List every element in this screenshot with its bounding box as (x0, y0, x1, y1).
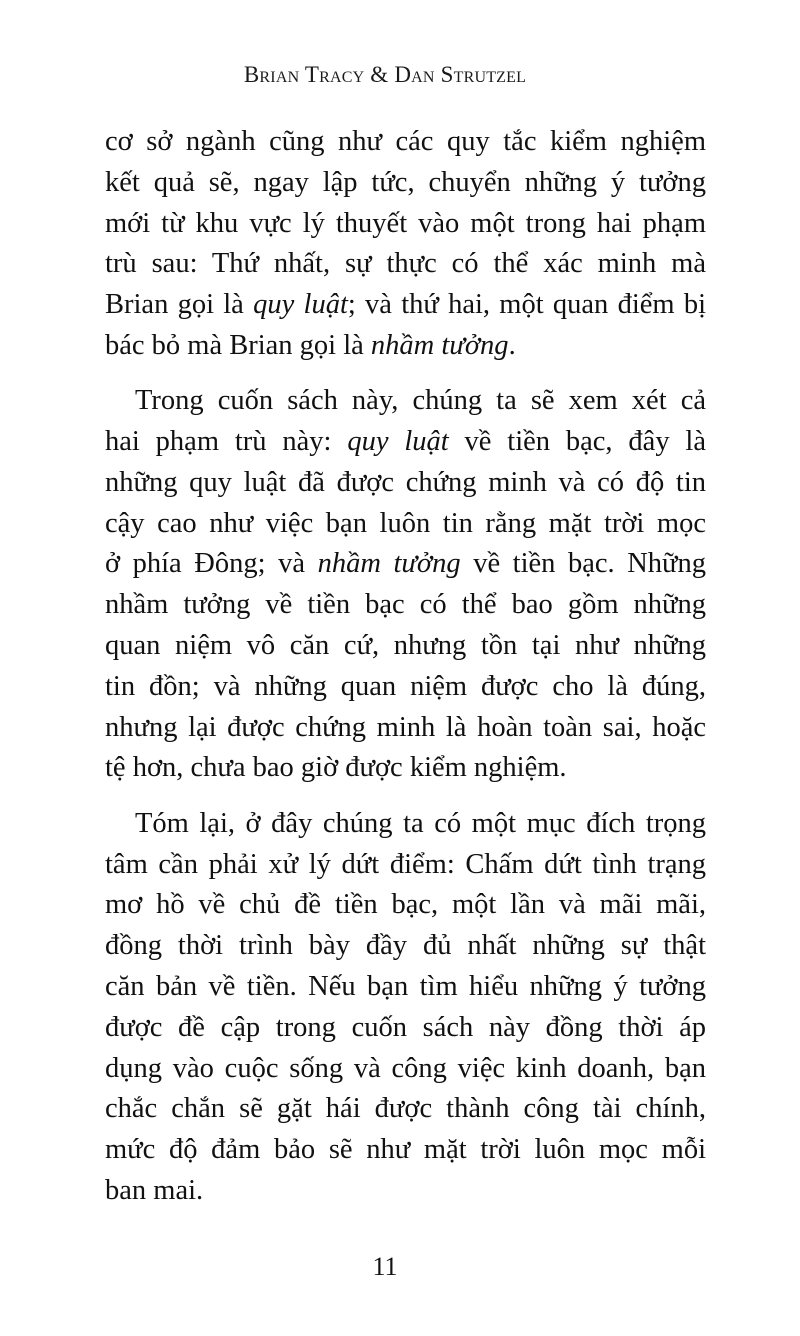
text-line (105, 504, 706, 545)
text-line (105, 163, 706, 204)
text-segment: về tiền bạc, đây là (448, 426, 706, 458)
text-line (105, 122, 706, 163)
text-line (105, 748, 706, 789)
italic-term: quy luật (253, 289, 348, 321)
text-line (105, 885, 706, 926)
text-segment: hai phạm trù này: (105, 426, 348, 458)
text-segment: . (508, 329, 516, 361)
text-segment: tệ hơn, chưa bao giờ được kiểm nghiệm. (105, 752, 567, 784)
paragraph (105, 122, 706, 367)
text-line (105, 1089, 706, 1130)
text-line (105, 667, 706, 708)
text-line (105, 463, 706, 504)
text-line (105, 381, 706, 422)
text-segment: ban mai. (105, 1174, 204, 1206)
text-segment: cơ sở ngành cũng như các quy tắc kiểm nghiệm (105, 126, 706, 157)
paragraph (105, 804, 706, 1212)
text-line (105, 1049, 706, 1090)
text-segment: được đề cập trong cuốn sách này đồng thời áp (105, 1011, 706, 1043)
text-segment: dụng vào cuộc sống và công việc kinh doanh, bạn (105, 1052, 706, 1084)
text-line (105, 422, 706, 463)
text-line (105, 708, 706, 749)
text-line (105, 204, 706, 245)
text-segment: đồng thời trình bày đầy đủ nhất những sự thật (105, 930, 706, 962)
text-line (105, 967, 706, 1008)
text-segment: tin đồn; và những quan niệm được cho là đúng, (105, 670, 706, 702)
text-segment: mức độ đảm bảo sẽ như mặt trời luôn mọc mỗi (105, 1134, 706, 1166)
paragraph (105, 381, 706, 789)
text-line (105, 585, 706, 626)
text-segment: quan niệm vô căn cứ, nhưng tồn tại như những (105, 630, 706, 662)
text-segment: Tóm lại, ở đây chúng ta có một mục đích trọng (135, 807, 706, 839)
text-line (105, 926, 706, 967)
text-segment: chắc chắn sẽ gặt hái được thành công tài chính, (105, 1093, 706, 1125)
text-segment: bác bỏ mà Brian gọi là (105, 329, 371, 361)
body-text (105, 122, 706, 1226)
text-line (105, 804, 706, 845)
italic-term: nhầm tưởng (317, 548, 461, 580)
text-line (105, 1171, 706, 1212)
text-segment: căn bản về tiền. Nếu bạn tìm hiểu những ý tưởng (105, 970, 706, 1002)
italic-term: nhầm tưởng (370, 329, 509, 361)
text-line (105, 1130, 706, 1171)
text-segment: ; và thứ hai, một quan điểm bị (347, 289, 706, 321)
text-line (105, 626, 706, 667)
page-number: 11 (372, 1252, 398, 1281)
text-segment: về tiền bạc. Những (460, 548, 706, 580)
text-segment: Brian gọi là (105, 289, 254, 321)
text-line (105, 1008, 706, 1049)
text-segment: tâm cần phải xử lý dứt điểm: Chấm dứt tình trạng (105, 848, 706, 880)
text-segment: nhầm tưởng về tiền bạc có thể bao gồm những (105, 589, 706, 621)
text-segment: những quy luật đã được chứng minh và có độ tin (105, 466, 706, 498)
text-segment: mới từ khu vực lý thuyết vào một trong hai phạm (105, 207, 706, 239)
text-line (105, 544, 706, 585)
text-segment: nhưng lại được chứng minh là hoàn toàn sai, hoặc (105, 711, 706, 743)
text-line (105, 285, 706, 326)
text-segment: mơ hồ về chủ đề tiền bạc, một lần và mãi mãi, (105, 889, 706, 921)
text-line (105, 326, 706, 367)
text-segment: Trong cuốn sách này, chúng ta sẽ xem xét cả (135, 385, 706, 417)
text-segment: trù sau: Thứ nhất, sự thực có thể xác minh mà (105, 248, 706, 280)
text-line (105, 244, 706, 285)
text-segment: ở phía Đông; và (105, 548, 318, 580)
italic-term: quy luật (347, 426, 449, 458)
text-line (105, 845, 706, 886)
running-header: Brian Tracy & Dan Strutzel (243, 62, 527, 87)
text-segment: kết quả sẽ, ngay lập tức, chuyển những ý tưởng (105, 166, 706, 198)
text-segment: cậy cao như việc bạn luôn tin rằng mặt trời mọc (105, 507, 706, 539)
